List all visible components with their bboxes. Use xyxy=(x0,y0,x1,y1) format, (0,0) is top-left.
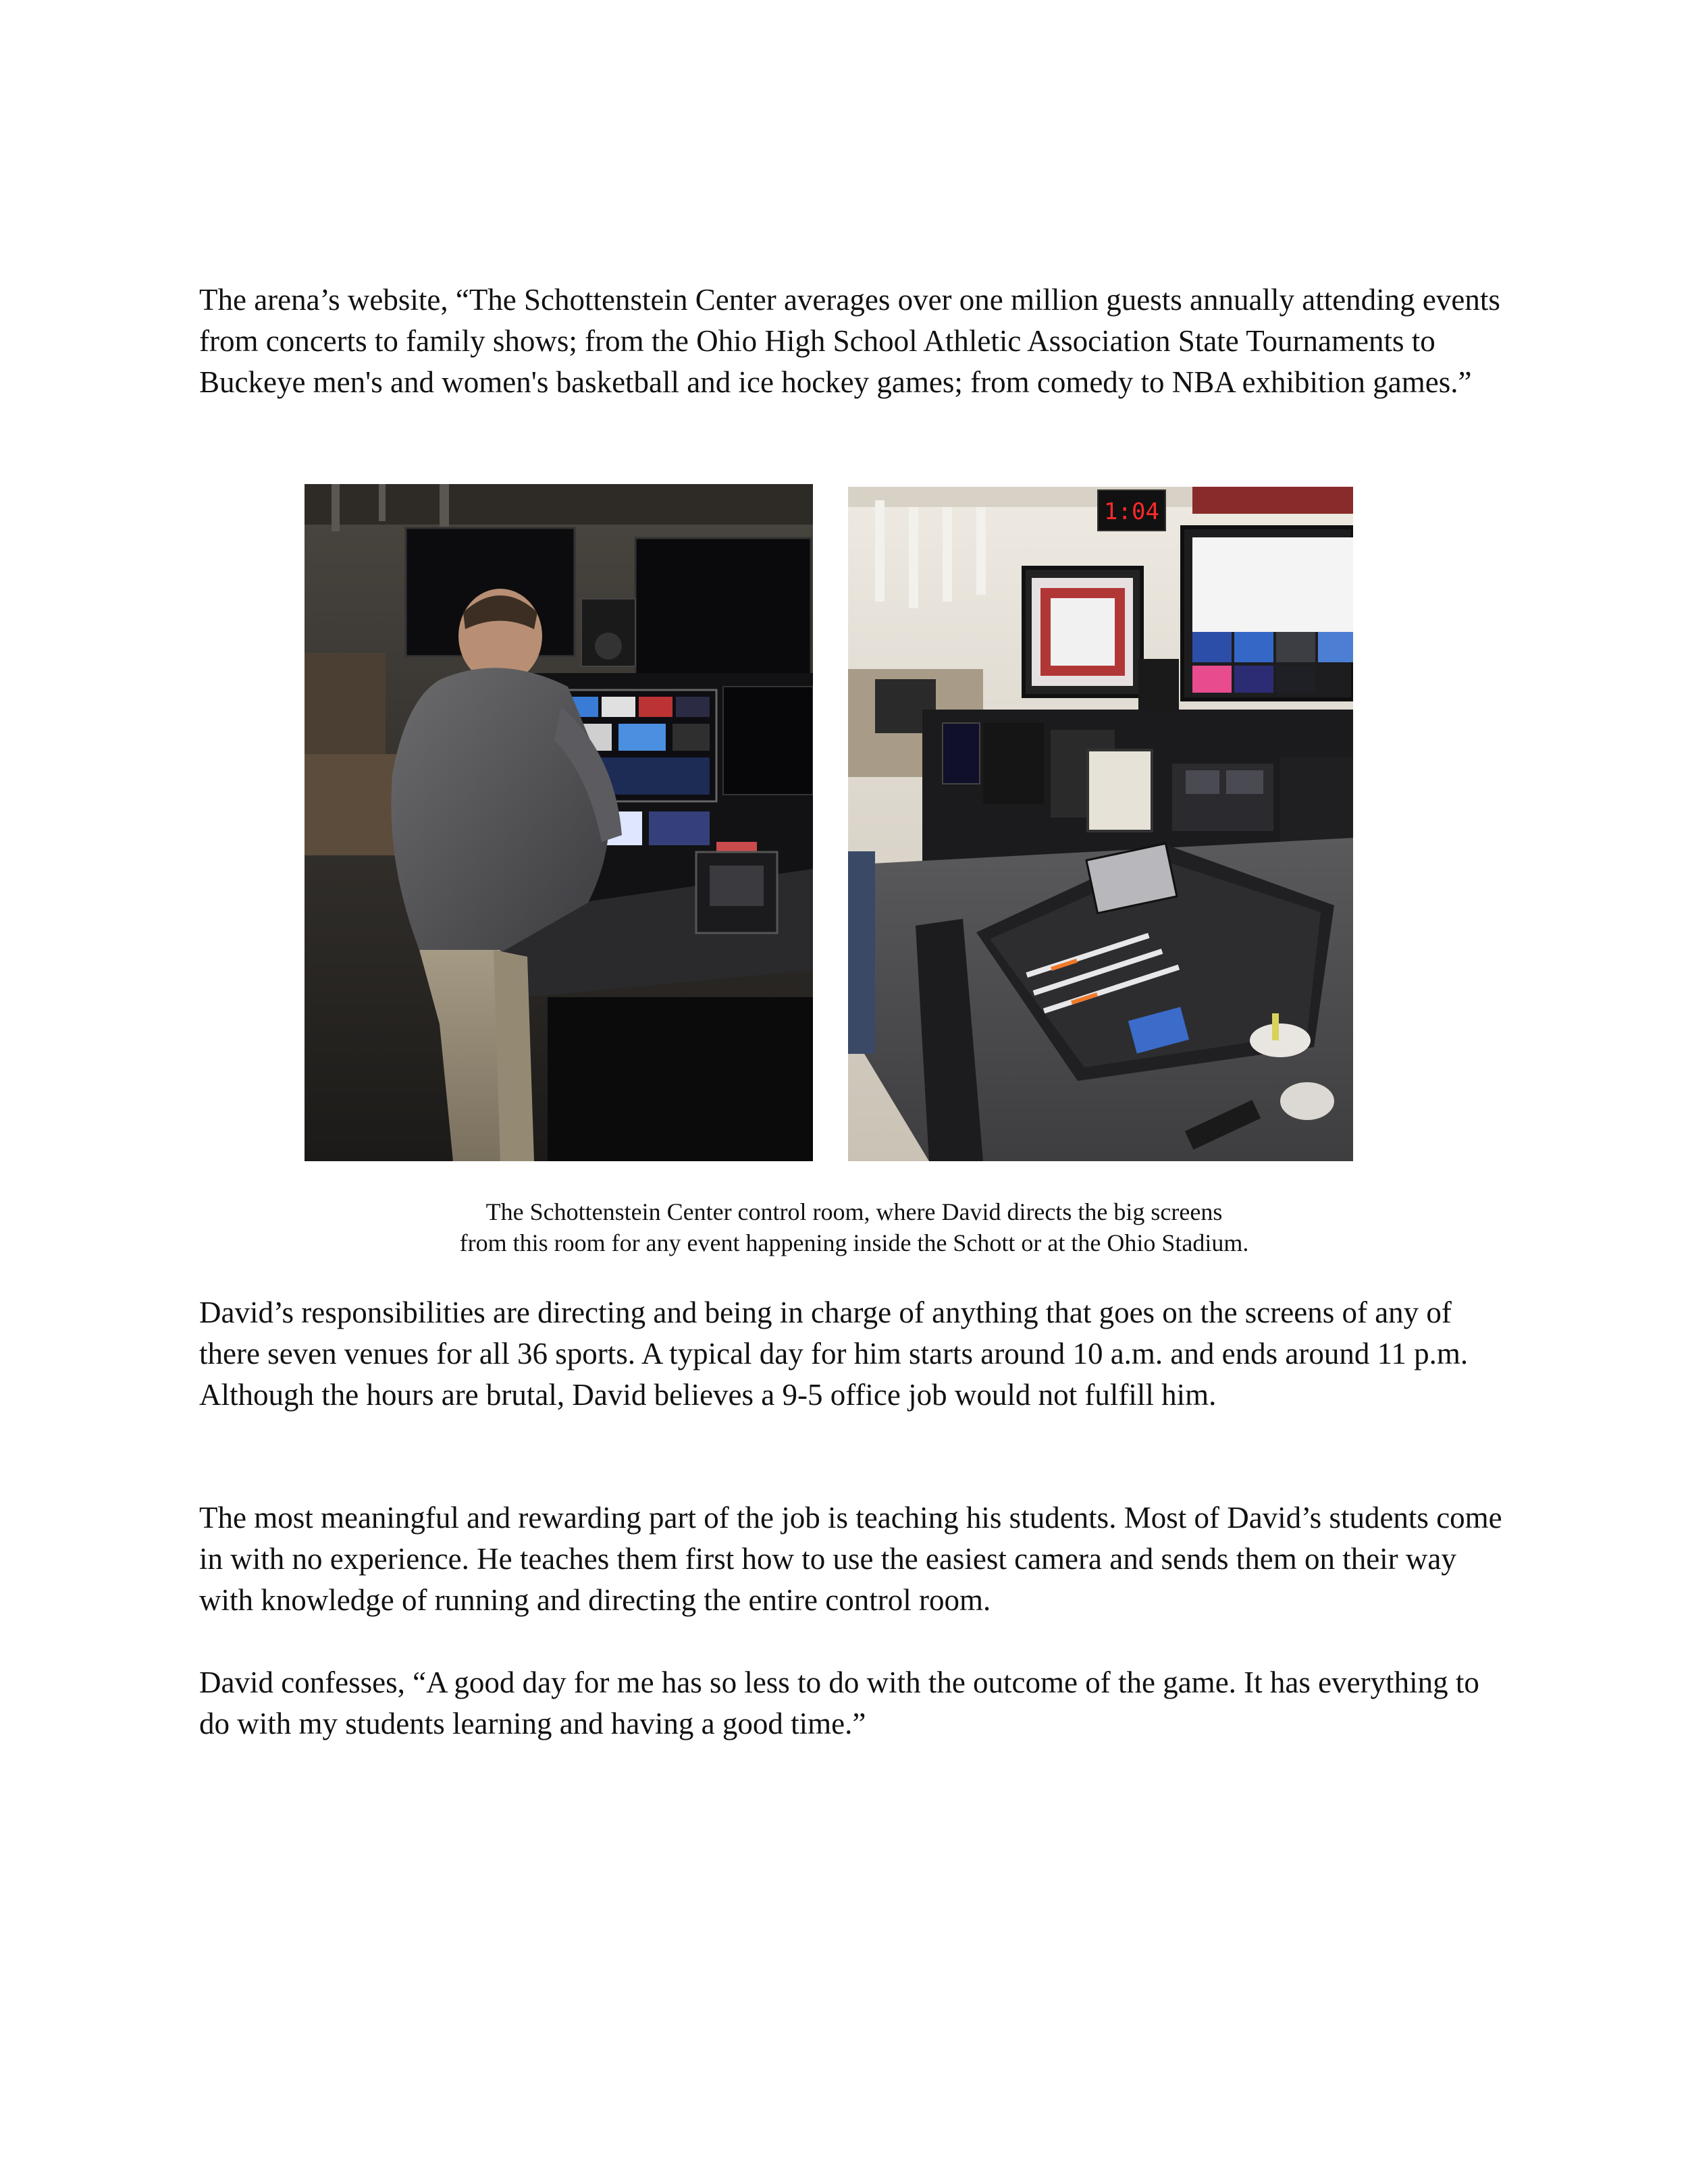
photo-caption-line-2: from this room for any event happening inside the Schott or at the Ohio Stadium. xyxy=(459,1229,1249,1256)
paragraph-responsibilities: David’s responsibilities are directing and being in charge of anything that goes on the screens of any of there seven venues for all 36 sports. A typical day for him starts around 10 a.m. and ends around 11 p.m. Although the hours are brutal, David believes a 9-5 office job would not fulfill him. xyxy=(199,1296,1469,1412)
paragraph-teaching: The most meaningful and rewarding part of the job is teaching his students. Most of David’s students come in with no experience. He teaches them first how to use the easiest camera and sends them on their way with knowledge of running and directing the entire control room. xyxy=(199,1501,1502,1617)
paragraph-quote: David confesses, “A good day for me has so less to do with the outcome of the game. It has everything to do with my students learning and having a good time.” xyxy=(199,1666,1479,1740)
paragraph-intro: The arena’s website, “The Schottenstein Center averages over one million guests annually attending events from concerts to family shows; from the Ohio High School Athletic Association State Tournaments to Buckeye men's and women's basketball and ice hockey games; from comedy to NBA exhibition games.” xyxy=(199,283,1500,399)
photo-caption-line-1: The Schottenstein Center control room, where David directs the big screens xyxy=(485,1198,1223,1225)
control-room-photo-right xyxy=(848,487,1353,1161)
control-room-photo-right-image xyxy=(848,487,1353,1161)
control-room-photo-left xyxy=(305,484,813,1161)
control-room-photo-left-image xyxy=(305,484,813,1161)
digital-clock: 1:04 xyxy=(1104,498,1159,525)
